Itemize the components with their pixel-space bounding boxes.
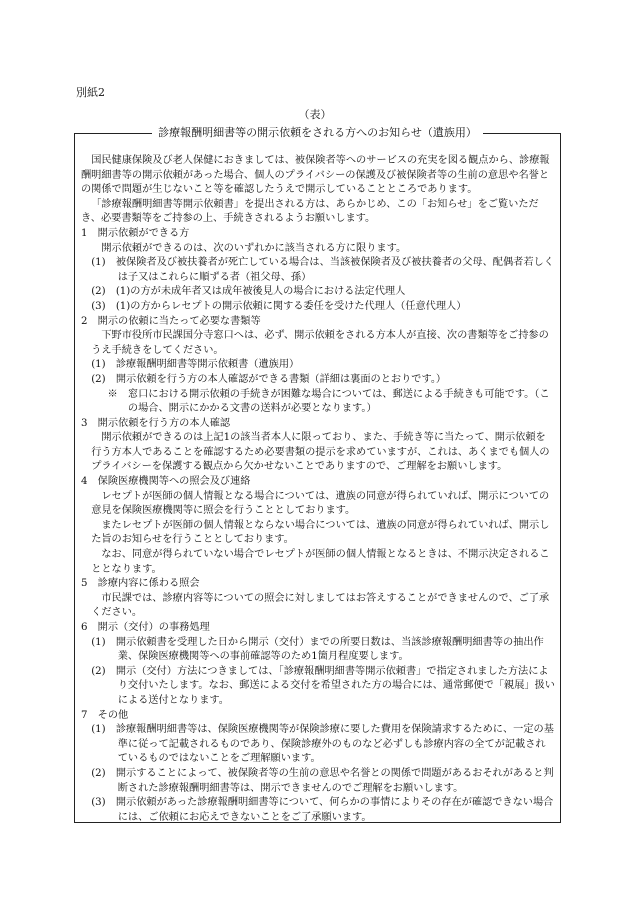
section-heading: 3 開示依頼を行う方の本人確認 bbox=[81, 417, 231, 429]
section-heading: 6 開示（交付）の事務処理 bbox=[81, 622, 210, 633]
section-body: またレセプトが医師の個人情報とならない場合については、遺族の同意が得られていれば、開示した旨のお知らせを行うこととしております。 bbox=[91, 519, 550, 546]
list-item: (2) 開示依頼を行う方の本人確認ができる書類（詳細は裏面のとおりです。） bbox=[91, 373, 447, 385]
list-item: (1) 診療報酬明細書等は、保険医療機関等が保険診療に要した費用を保険請求するために、一定の基準に従って記載されるものであり、保険診療外のものなど必ずしも診療内容の全てが記載されているものではないことをご理解願います。 bbox=[91, 724, 554, 765]
section-body: 市民課では、診療内容等についての照会に対しましてはお答えすることができませんので、ご了承ください。 bbox=[91, 592, 550, 619]
list-item: (2) (1)の方が未成年者又は成年被後見人の場合における法定代理人 bbox=[91, 286, 406, 298]
intro-paragraph: 「診療報酬明細書等開示依頼書」を提出される方は、あらかじめ、この「お知らせ」をご覧いただき、必要書類等をご持参の上、手続きされるようお願いします。 bbox=[81, 198, 539, 225]
section-lead: 開示依頼ができるのは、次のいずれかに該当される方に限ります。 bbox=[101, 242, 407, 254]
list-item: (2) 開示することによって、被保険者等の生前の意思や名誉との関係で問題があるおそれがあると判断された診療報酬明細書等は、開示できませんのでご理解をお願いします。 bbox=[91, 767, 554, 794]
intro-paragraph: 国民健康保険及び老人保健におきましては、被保険者等へのサービスの充実を図る観点から、診療報酬明細書等の開示依頼があった場合、個人のプライバシーの保護及び被保険者等の生前の意思や名誉との関係で問題が生じないこと等を確認したうえで開示していることところであります。 bbox=[81, 155, 550, 196]
section-heading: 4 保険医療機関等への照会及び連絡 bbox=[81, 476, 251, 488]
section-body: なお、同意が得られていない場合でレセプトが医師の個人情報となるときは、不開示決定されることとなります。 bbox=[91, 549, 550, 575]
list-item: (1) 被保険者及び被扶養者が死亡している場合は、当該被保険者及び被扶養者の父母、配偶者若しくは子又はこれらに順ずる者（祖父母、孫） bbox=[91, 257, 554, 283]
notice-title: 診療報酬明細書等の開示依頼をされる方へのお知らせ（遺族用） bbox=[75, 125, 560, 141]
section-heading: 1 開示依頼ができる方 bbox=[81, 227, 190, 239]
list-item: (3) (1)の方からレセプトの開示依頼に関する委任を受けた代理人（任意代理人） bbox=[91, 300, 467, 312]
table-marker: （表） bbox=[298, 108, 332, 121]
section-heading: 2 開示の依頼に当たって必要な書類等 bbox=[81, 315, 261, 327]
list-item: (1) 診療報酬明細書等開示依頼書（遺族用） bbox=[91, 359, 300, 371]
note-text: ※ 窓口における開示依頼の手続きが困難な場合については、郵送による手続きも可能です。（この場合、開示にかかる文書の送料が必要となります。） bbox=[107, 388, 550, 415]
attachment-label: 別紙2 bbox=[76, 86, 105, 99]
list-item: (2) 開示（交付）方法につきましては、「診療報酬明細書等開示依頼書」で指定されました方法により交付いたします。なお、郵送による交付を希望された方の場合には、通常郵便で「親展」扱いによる送付となります。 bbox=[91, 665, 555, 706]
section-body: レセプトが医師の個人情報となる場合については、遺族の同意が得られていれば、開示についての意見を保険医療機関等に照会を行うこととしております。 bbox=[91, 490, 550, 517]
section-lead: 下野市役所市民課国分寺窓口へは、必ず、開示依頼をされる方本人が直接、次の書類等をご持参のうえ手続きをしてください。 bbox=[91, 330, 549, 356]
list-item: (1) 開示依頼書を受理した日から開示（交付）までの所要日数は、当該診療報酬明細書等の抽出作業、保険医療機関等への事前確認等のため1箇月程度要します。 bbox=[91, 636, 544, 663]
notice-content bbox=[81, 154, 555, 825]
notice-box bbox=[74, 126, 561, 823]
section-body: 開示依頼ができるのは上記1の該当者本人に限っており、また、手続き等に当たって、開示依頼を行う方本人であることを確認するため必要書類の提示を求めていますが、これは、あくまでも個人のプライバシーを保護する観点から欠かせないことでありますので、ご理解をお願いします。 bbox=[91, 432, 550, 473]
section-heading: 7 その他 bbox=[81, 709, 129, 721]
list-item: (3) 開示依頼があった診療報酬明細書等について、何らかの事情によりその存在が確認できない場合には、ご依頼にお応えできないことをご了承願います。 bbox=[91, 797, 554, 823]
section-heading: 5 診療内容に係わる照会 bbox=[81, 578, 200, 590]
